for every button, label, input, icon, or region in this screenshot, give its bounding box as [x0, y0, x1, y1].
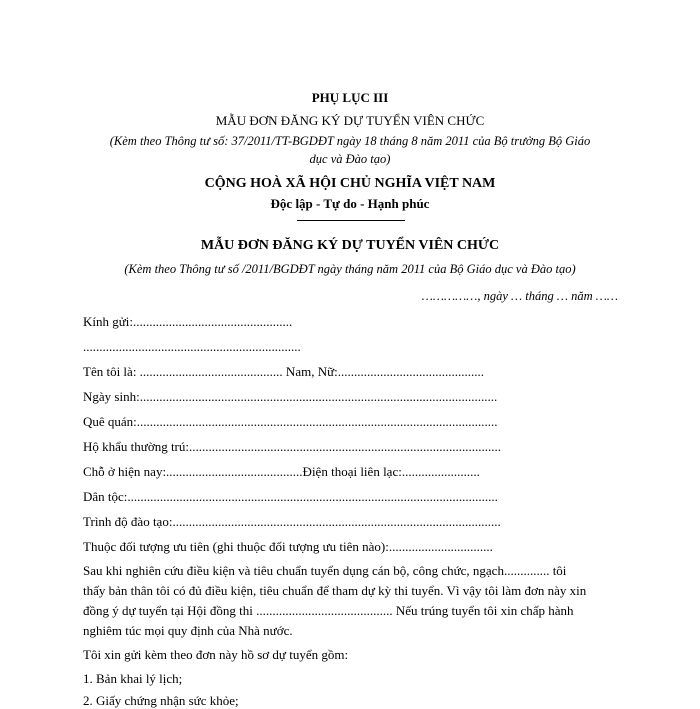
recipient-field: Kính gửi:................................................. — [83, 314, 293, 329]
motto: Độc lập - Tự do - Hạnh phúc — [270, 196, 430, 211]
residence-phone-field: Chỗ ở hiện nay:..........................................Điện thoại liên lạc:........................ — [83, 464, 480, 479]
birthdate-field: Ngày sinh:.............................................................................................................. — [83, 389, 498, 404]
hometown-field: Quê quán:............................................................................................................... — [83, 414, 498, 429]
form-title-main: MẪU ĐƠN ĐĂNG KÝ DỰ TUYỂN VIÊN CHỨC — [200, 238, 500, 253]
statement-line-2: thấy bản thân tôi có đủ điều kiện, tiêu chuẩn để tham dự kỳ thi tuyển. Vì vậy tôi làm đơn này xin — [83, 583, 587, 598]
note-line-1: (Kèm theo Thông tư số: 37/2011/TT-BGDĐT ngày 18 tháng 8 năm 2011 của Bộ trưởng Bộ Giáo — [109, 134, 591, 148]
ethnicity-field: Dân tộc:.................................................................................................................. — [83, 489, 498, 504]
nation-heading: CỘNG HOÀ XÃ HỘI CHỦ NGHĨA VIỆT NAM — [204, 176, 496, 191]
name-gender-field: Tên tôi là: ............................................ Nam, Nữ:............................................. — [83, 364, 484, 379]
motto-underline — [297, 220, 405, 221]
statement-line-1: Sau khi nghiên cứu điều kiện và tiêu chuẩn tuyển dụng cán bộ, công chức, ngạch.............. tôi — [83, 563, 567, 578]
attachment-item-2: 2. Giấy chứng nhận sức khỏe; — [83, 693, 239, 708]
attachments-intro: Tôi xin gửi kèm theo đơn này hồ sơ dự tuyển gồm: — [83, 647, 349, 662]
attachment-item-1: 1. Bản khai lý lịch; — [83, 671, 183, 686]
statement-line-3: đồng ý dự tuyển tại Hội đồng thi .......................................... Nếu trúng tuyển tôi xin chấp hành — [83, 603, 574, 618]
priority-group-field: Thuộc đối tượng ưu tiên (ghi thuộc đối tượng ưu tiên nào):................................ — [83, 539, 493, 554]
household-registration-field: Hộ khẩu thường trú:................................................................................................ — [83, 439, 501, 454]
date-line: ……………, ngày … tháng … năm …… — [421, 289, 618, 303]
appendix-heading: PHỤ LỤC III — [311, 90, 389, 105]
education-level-field: Trình độ đào tạo:..................................................................................................... — [83, 514, 501, 529]
note-main: (Kèm theo Thông tư số /2011/BGDĐT ngày tháng năm 2011 của Bộ Giáo dục và Đào tạo) — [124, 262, 576, 276]
note-line-2: dục và Đào tạo) — [309, 152, 391, 166]
form-title-top: MẪU ĐƠN ĐĂNG KÝ DỰ TUYỂN VIÊN CHỨC — [215, 113, 485, 128]
statement-line-4: nghiêm túc mọi quy định của Nhà nước. — [83, 623, 293, 638]
recipient-field-continued: ................................................................... — [83, 339, 301, 354]
